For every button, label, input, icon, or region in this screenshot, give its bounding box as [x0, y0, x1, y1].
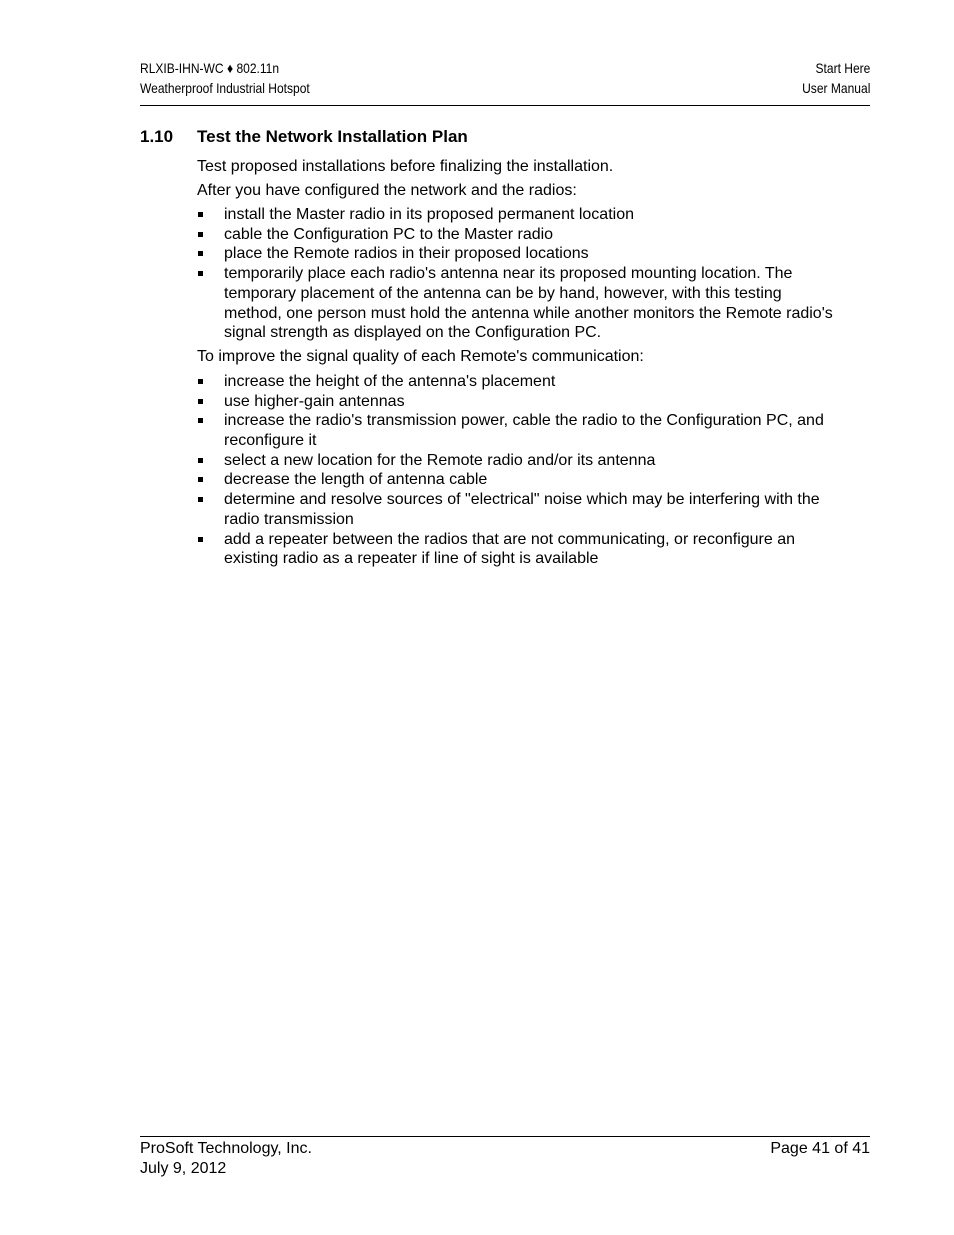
section-title: Test the Network Installation Plan	[197, 127, 468, 146]
setup-steps-list	[197, 205, 837, 343]
footer-left	[140, 1139, 312, 1179]
header-product-line: RLXIB-IHN-WC ♦ 802.11n	[140, 60, 280, 76]
footer-page-number: Page 41 of 41	[770, 1140, 870, 1157]
header-product-name: Weatherproof Industrial Hotspot	[140, 80, 310, 96]
list-item	[197, 530, 837, 569]
list-item	[197, 470, 837, 490]
square-bullet-icon	[198, 379, 203, 384]
section-body	[197, 157, 837, 573]
square-bullet-icon	[198, 537, 203, 542]
square-bullet-icon	[198, 212, 203, 217]
intro-paragraph: Test proposed installations before finalizing the installation.	[197, 158, 614, 175]
list-item	[197, 451, 837, 471]
footer-company: ProSoft Technology, Inc.	[140, 1140, 312, 1157]
square-bullet-icon	[198, 232, 203, 237]
list-item	[197, 225, 837, 245]
section-number: 1.10	[140, 127, 174, 146]
list-item-text: temporarily place each radio's antenna near its proposed mounting location. The temporary placement of the antenna can be by hand, however, with this testing method, one person must hold the antenna while another monitors the Remote radio's signal strength as displayed on the Configuration PC.	[224, 265, 833, 342]
list-item-text: decrease the length of antenna cable	[224, 471, 488, 489]
footer-date: July 9, 2012	[140, 1160, 227, 1177]
improve-paragraph: To improve the signal quality of each Remote's communication:	[197, 347, 644, 365]
square-bullet-icon	[198, 399, 203, 404]
list-item-text: increase the height of the antenna's placement	[224, 372, 556, 390]
list-item-text: determine and resolve sources of "electrical" noise which may be interfering with the radio transmission	[224, 491, 820, 528]
square-bullet-icon	[198, 497, 203, 502]
square-bullet-icon	[198, 458, 203, 463]
footer-right	[770, 1139, 870, 1159]
list-item-text: use higher-gain antennas	[224, 392, 405, 410]
list-item-text: cable the Configuration PC to the Master radio	[224, 225, 554, 243]
square-bullet-icon	[198, 271, 203, 276]
page-header	[140, 58, 870, 106]
header-chapter: Start Here	[815, 60, 870, 76]
after-config-paragraph: After you have configured the network and the radios:	[197, 182, 577, 199]
list-item-text: add a repeater between the radios that are not communicating, or reconfigure an existing radio as a repeater if line of sight is available	[224, 530, 796, 568]
list-item	[197, 490, 837, 529]
improvement-steps-list	[197, 372, 837, 569]
list-item-text: select a new location for the Remote radio and/or its antenna	[224, 451, 656, 469]
list-item	[197, 205, 837, 225]
list-item-text: install the Master radio in its proposed permanent location	[224, 206, 634, 223]
list-item	[197, 264, 837, 343]
list-item	[197, 392, 837, 412]
page-footer	[140, 1136, 870, 1179]
header-doc-type: User Manual	[801, 80, 870, 96]
list-item	[197, 372, 837, 392]
list-item	[197, 411, 837, 450]
list-item-text: place the Remote radios in their proposed locations	[224, 245, 589, 263]
header-left	[140, 58, 310, 98]
list-item	[197, 244, 837, 264]
square-bullet-icon	[198, 251, 203, 256]
list-item-text: increase the radio's transmission power, cable the radio to the Configuration PC, and reconfigure it	[224, 412, 824, 450]
section-heading	[140, 126, 468, 148]
header-right	[802, 58, 870, 98]
square-bullet-icon	[198, 418, 203, 423]
square-bullet-icon	[198, 477, 203, 482]
